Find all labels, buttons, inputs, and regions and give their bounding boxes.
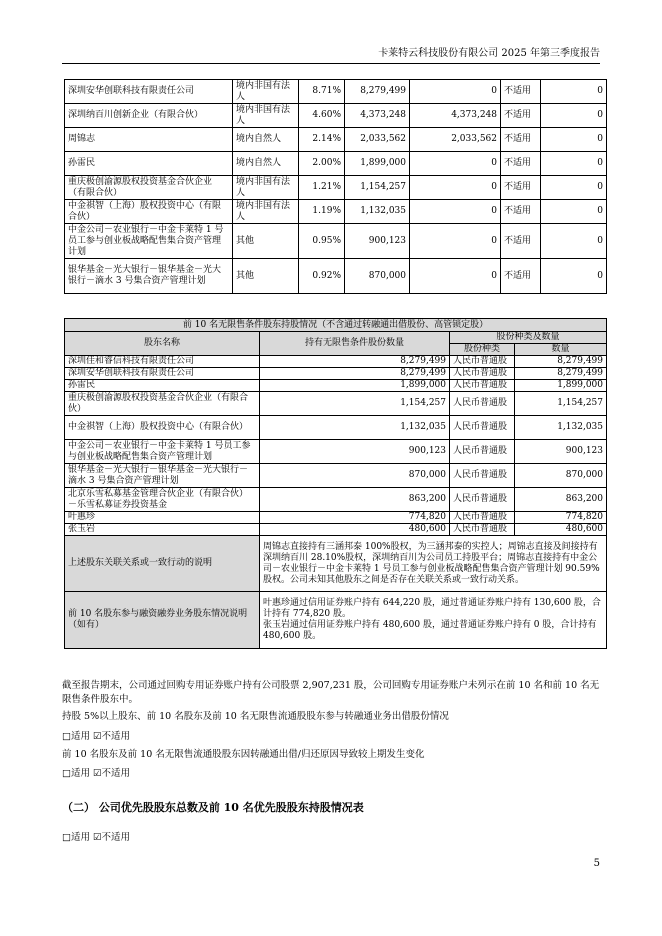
holder-shares-cell: 2,033,562 bbox=[345, 128, 410, 152]
relation-text: 周锦志直接持有三涵邦泰 100%股权，为三涵邦泰的实控人；周锦志直接及间接持有深圳纳百川 28.10%股权，深圳纳百川为公司员工持股平台；周锦志直接持有中金公司－农业银行－中金卡莱特 1 号员工参与创业板战略配售集合资产管理计划 90.59%股权。公司未知其他股东之间是否存在关联关系或一致行动关系。 bbox=[260, 536, 607, 592]
holder-pledge-qty-cell: 0 bbox=[541, 104, 607, 128]
unrestricted-type-cell: 人民币普通股 bbox=[450, 416, 515, 440]
holder-ratio-cell: 1.21% bbox=[299, 176, 345, 200]
holder-ratio-cell: 1.19% bbox=[299, 200, 345, 224]
table-row bbox=[65, 440, 607, 464]
page-number: 5 bbox=[593, 858, 600, 869]
unrestricted-count-cell: 863,200 bbox=[515, 488, 607, 512]
holder-pledge-cell: 不适用 bbox=[501, 80, 541, 104]
margin-text-2: 张玉岩通过信用证券账户持有 480,600 股，通过普通证券账户持有 0 股，合计持有 480,600 股。 bbox=[263, 620, 597, 641]
unrestricted-title: 前 10 名无限售条件股东持股情况（不含通过转融通出借股份、高管锁定股） bbox=[65, 319, 607, 332]
holder-ratio-cell: 4.60% bbox=[299, 104, 345, 128]
table-row bbox=[65, 464, 607, 488]
unrestricted-name-cell: 银华基金－光大银行－银华基金－光大银行－滴水 3 号集合资产管理计划 bbox=[65, 464, 260, 488]
unrestricted-type-cell: 人民币普通股 bbox=[450, 368, 515, 380]
margin-label: 前 10 名股东参与融资融券业务股东情况说明（如有） bbox=[65, 592, 260, 649]
table-row bbox=[65, 259, 607, 294]
unrestricted-name-cell: 中金祺智（上海）股权投资中心（有限合伙） bbox=[65, 416, 260, 440]
table-row bbox=[65, 200, 607, 224]
unrestricted-qty-cell: 8,279,499 bbox=[260, 356, 450, 368]
col-type-group-header: 股份种类及数量 bbox=[450, 332, 607, 344]
margin-text bbox=[260, 592, 607, 649]
holder-ratio-cell: 2.14% bbox=[299, 128, 345, 152]
margin-text-1: 叶惠珍通过信用证券账户持有 644,220 股，通过普通证券账户持有 130,600 股，合计持有 774,820 股。 bbox=[263, 598, 601, 619]
holder-restricted-cell: 0 bbox=[410, 80, 501, 104]
unrestricted-name-cell: 中金公司－农业银行－中金卡莱特 1 号员工参与创业板战略配售集合资产管理计划 bbox=[65, 440, 260, 464]
unrestricted-name-cell: 深圳安华创联科技有限责任公司 bbox=[65, 368, 260, 380]
holder-pledge-cell: 不适用 bbox=[501, 224, 541, 259]
unrestricted-holders-table bbox=[64, 318, 607, 649]
col-count-header: 数量 bbox=[515, 344, 607, 356]
unrestricted-type-cell: 人民币普通股 bbox=[450, 512, 515, 524]
unrestricted-name-cell: 叶惠珍 bbox=[65, 512, 260, 524]
holder-nature-cell: 境内自然人 bbox=[233, 128, 299, 152]
holder-pledge-cell: 不适用 bbox=[501, 104, 541, 128]
unrestricted-count-cell: 870,000 bbox=[515, 464, 607, 488]
choice-3: □适用 ☑不适用 bbox=[62, 832, 131, 843]
holder-ratio-cell: 0.95% bbox=[299, 224, 345, 259]
holder-shares-cell: 1,132,035 bbox=[345, 200, 410, 224]
unrestricted-count-cell: 1,132,035 bbox=[515, 416, 607, 440]
holder-pledge-qty-cell: 0 bbox=[541, 200, 607, 224]
unrestricted-name-cell: 深圳佳和睿信科技有限责任公司 bbox=[65, 356, 260, 368]
page-header: 卡莱特云科技股份有限公司 2025 年第三季度报告 bbox=[62, 44, 600, 64]
holder-name-cell: 深圳安华创联科技有限责任公司 bbox=[65, 80, 233, 104]
holder-pledge-cell: 不适用 bbox=[501, 259, 541, 294]
holder-pledge-qty-cell: 0 bbox=[541, 128, 607, 152]
repurchase-note: 截至报告期末，公司通过回购专用证券账户持有公司股票 2,907,231 股，公司回购专用证券账户未列示在前 10 名和前 10 名无限售条件股东中。 bbox=[62, 680, 600, 705]
holder-shares-cell: 1,154,257 bbox=[345, 176, 410, 200]
choice-2: □适用 ☑不适用 bbox=[62, 768, 131, 779]
holder-pledge-qty-cell: 0 bbox=[541, 224, 607, 259]
holder-nature-cell: 境内非国有法人 bbox=[233, 80, 299, 104]
unrestricted-type-cell: 人民币普通股 bbox=[450, 464, 515, 488]
holder-restricted-cell: 2,033,562 bbox=[410, 128, 501, 152]
unrestricted-qty-cell: 863,200 bbox=[260, 488, 450, 512]
holder-nature-cell: 其他 bbox=[233, 224, 299, 259]
lending-title: 持股 5%以上股东、前 10 名股东及前 10 名无限售流通股股东参与转融通业务出借股份情况 bbox=[62, 711, 449, 722]
holder-ratio-cell: 0.92% bbox=[299, 259, 345, 294]
col-qty-header: 持有无限售条件股份数量 bbox=[260, 332, 450, 356]
unrestricted-qty-cell: 1,132,035 bbox=[260, 416, 450, 440]
holder-shares-cell: 4,373,248 bbox=[345, 104, 410, 128]
table-row bbox=[65, 152, 607, 176]
table-row bbox=[65, 176, 607, 200]
relation-label: 上述股东关联关系或一致行动的说明 bbox=[65, 536, 260, 592]
table-row bbox=[65, 380, 607, 392]
unrestricted-count-cell: 1,899,000 bbox=[515, 380, 607, 392]
unrestricted-type-cell: 人民币普通股 bbox=[450, 440, 515, 464]
unrestricted-type-cell: 人民币普通股 bbox=[450, 488, 515, 512]
table-row bbox=[65, 368, 607, 380]
holder-pledge-qty-cell: 0 bbox=[541, 259, 607, 294]
holder-name-cell: 孙雷民 bbox=[65, 152, 233, 176]
unrestricted-type-cell: 人民币普通股 bbox=[450, 356, 515, 368]
holder-pledge-qty-cell: 0 bbox=[541, 176, 607, 200]
holder-pledge-qty-cell: 0 bbox=[541, 80, 607, 104]
holder-restricted-cell: 0 bbox=[410, 176, 501, 200]
unrestricted-count-cell: 900,123 bbox=[515, 440, 607, 464]
unrestricted-name-cell: 孙雷民 bbox=[65, 380, 260, 392]
holder-shares-cell: 870,000 bbox=[345, 259, 410, 294]
holder-nature-cell: 其他 bbox=[233, 259, 299, 294]
unrestricted-count-cell: 8,279,499 bbox=[515, 356, 607, 368]
unrestricted-qty-cell: 870,000 bbox=[260, 464, 450, 488]
table-row bbox=[65, 128, 607, 152]
top10-holders-table bbox=[64, 79, 607, 294]
holder-pledge-qty-cell: 0 bbox=[541, 152, 607, 176]
holder-ratio-cell: 2.00% bbox=[299, 152, 345, 176]
unrestricted-qty-cell: 1,154,257 bbox=[260, 392, 450, 416]
table-row bbox=[65, 356, 607, 368]
unrestricted-type-cell: 人民币普通股 bbox=[450, 392, 515, 416]
holder-name-cell: 中金祺智（上海）股权投资中心（有限合伙） bbox=[65, 200, 233, 224]
table-row bbox=[65, 512, 607, 524]
holder-name-cell: 重庆极创渝源股权投资基金合伙企业（有限合伙） bbox=[65, 176, 233, 200]
table-row bbox=[65, 488, 607, 512]
holder-restricted-cell: 0 bbox=[410, 200, 501, 224]
unrestricted-qty-cell: 900,123 bbox=[260, 440, 450, 464]
choice-1: □适用 ☑不适用 bbox=[62, 731, 131, 742]
holder-name-cell: 深圳纳百川创新企业（有限合伙） bbox=[65, 104, 233, 128]
change-title: 前 10 名股东及前 10 名无限售流通股股东因转融通出借/归还原因导致较上期发生变化 bbox=[62, 749, 425, 760]
holder-restricted-cell: 0 bbox=[410, 152, 501, 176]
unrestricted-count-cell: 8,279,499 bbox=[515, 368, 607, 380]
holder-name-cell: 银华基金－光大银行－银华基金－光大银行－滴水 3 号集合资产管理计划 bbox=[65, 259, 233, 294]
holder-pledge-cell: 不适用 bbox=[501, 200, 541, 224]
holder-nature-cell: 境内自然人 bbox=[233, 152, 299, 176]
holder-shares-cell: 8,279,499 bbox=[345, 80, 410, 104]
holder-pledge-cell: 不适用 bbox=[501, 152, 541, 176]
col-type-header: 股份种类 bbox=[450, 344, 515, 356]
unrestricted-qty-cell: 8,279,499 bbox=[260, 368, 450, 380]
holder-name-cell: 周锦志 bbox=[65, 128, 233, 152]
table-row bbox=[65, 80, 607, 104]
table-row bbox=[65, 224, 607, 259]
holder-ratio-cell: 8.71% bbox=[299, 80, 345, 104]
unrestricted-name-cell: 重庆极创渝源股权投资基金合伙企业（有限合伙） bbox=[65, 392, 260, 416]
table-row bbox=[65, 104, 607, 128]
holder-shares-cell: 900,123 bbox=[345, 224, 410, 259]
holder-restricted-cell: 4,373,248 bbox=[410, 104, 501, 128]
unrestricted-type-cell: 人民币普通股 bbox=[450, 380, 515, 392]
holder-nature-cell: 境内非国有法人 bbox=[233, 176, 299, 200]
holder-nature-cell: 境内非国有法人 bbox=[233, 104, 299, 128]
unrestricted-name-cell: 张玉岩 bbox=[65, 524, 260, 536]
unrestricted-count-cell: 1,154,257 bbox=[515, 392, 607, 416]
unrestricted-qty-cell: 1,899,000 bbox=[260, 380, 450, 392]
unrestricted-count-cell: 480,600 bbox=[515, 524, 607, 536]
unrestricted-name-cell: 北京乐雪私募基金管理合伙企业（有限合伙）－乐雪私募证券投资基金 bbox=[65, 488, 260, 512]
unrestricted-type-cell: 人民币普通股 bbox=[450, 524, 515, 536]
unrestricted-count-cell: 774,820 bbox=[515, 512, 607, 524]
holder-nature-cell: 境内非国有法人 bbox=[233, 200, 299, 224]
holder-pledge-cell: 不适用 bbox=[501, 176, 541, 200]
holder-name-cell: 中金公司－农业银行－中金卡莱特 1 号员工参与创业板战略配售集合资产管理计划 bbox=[65, 224, 233, 259]
holder-shares-cell: 1,899,000 bbox=[345, 152, 410, 176]
table-row bbox=[65, 416, 607, 440]
holder-restricted-cell: 0 bbox=[410, 259, 501, 294]
table-row bbox=[65, 392, 607, 416]
holder-pledge-cell: 不适用 bbox=[501, 128, 541, 152]
holder-restricted-cell: 0 bbox=[410, 224, 501, 259]
table-row bbox=[65, 524, 607, 536]
unrestricted-qty-cell: 774,820 bbox=[260, 512, 450, 524]
unrestricted-qty-cell: 480,600 bbox=[260, 524, 450, 536]
preferred-section-title: （二） 公司优先股股东总数及前 10 名优先股股东持股情况表 bbox=[62, 801, 364, 814]
col-name-header: 股东名称 bbox=[65, 332, 260, 356]
